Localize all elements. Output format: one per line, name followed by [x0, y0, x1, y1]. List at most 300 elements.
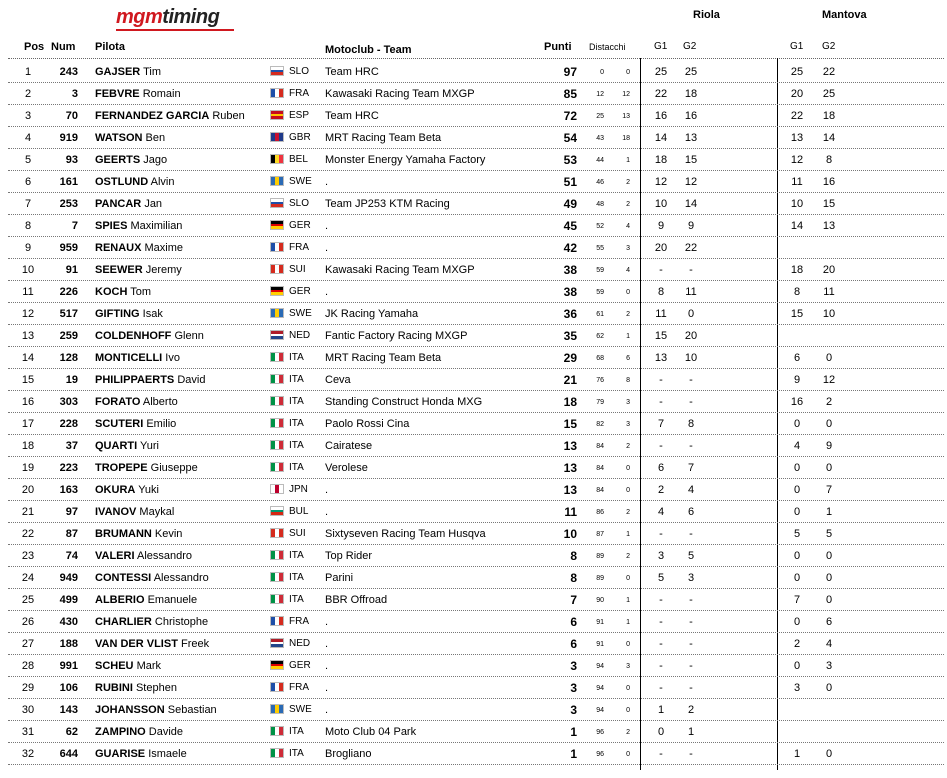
- row-team: Ceva: [325, 374, 351, 386]
- row-gap-previous: 0: [626, 289, 630, 296]
- row-mantova-g1: 15: [790, 308, 804, 320]
- row-riola-g1: 14: [654, 132, 668, 144]
- row-points: 18: [563, 395, 577, 409]
- row-riola-g1: 1: [657, 704, 665, 716]
- row-riola-g2: 11: [685, 286, 697, 298]
- table-row: [0, 678, 947, 700]
- row-position: 5: [24, 154, 32, 166]
- row-nationality: ITA: [289, 374, 304, 385]
- rider-last-name: KOCH: [95, 286, 128, 298]
- row-points: 13: [563, 461, 577, 475]
- row-riola-g1: 11: [655, 308, 667, 320]
- rider-last-name: SCUTERI: [95, 418, 144, 430]
- rider-first-name: Mark: [136, 660, 162, 672]
- row-riola-g1: 2: [657, 484, 665, 496]
- row-mantova-g1: 7: [793, 594, 801, 606]
- row-gap-leader: 89: [596, 575, 604, 582]
- slo-flag-icon: [270, 198, 284, 208]
- row-bike-number: 93: [65, 154, 78, 166]
- row-team: JK Racing Yamaha: [325, 308, 419, 320]
- row-mantova-g1: 10: [790, 198, 804, 210]
- row-position: 3: [24, 110, 32, 122]
- row-position: 1: [24, 66, 32, 78]
- header-pilota: Pilota: [95, 41, 125, 53]
- row-points: 6: [570, 637, 577, 651]
- fra-flag-icon: [270, 616, 284, 626]
- row-points: 72: [563, 109, 577, 123]
- row-mantova-g1: 5: [793, 528, 801, 540]
- table-row: [0, 128, 947, 150]
- row-gap-leader: 59: [596, 289, 604, 296]
- row-gap-leader: 48: [596, 201, 604, 208]
- row-nationality: GBR: [289, 132, 311, 143]
- row-team: Moto Club 04 Park: [325, 726, 417, 738]
- row-position: 32: [21, 748, 35, 760]
- gbr-flag-icon: [270, 132, 284, 142]
- row-points: 36: [563, 307, 577, 321]
- row-bike-number: 223: [59, 462, 78, 474]
- row-riola-g2: 8: [687, 418, 695, 430]
- row-gap-previous: 0: [626, 575, 630, 582]
- esp-flag-icon: [270, 110, 284, 120]
- row-gap-previous: 2: [626, 553, 630, 560]
- row-bike-number: 161: [59, 176, 78, 188]
- row-gap-leader: 59: [596, 267, 604, 274]
- row-riola-g2: 2: [687, 704, 695, 716]
- slo-flag-icon: [270, 66, 284, 76]
- row-points: 13: [563, 439, 577, 453]
- row-team: .: [325, 638, 329, 650]
- row-nationality: ITA: [289, 594, 304, 605]
- row-rider-name: [95, 506, 174, 518]
- rider-first-name: Jan: [144, 198, 163, 210]
- row-points: 1: [570, 725, 577, 739]
- row-riola-g1: 10: [654, 198, 668, 210]
- row-riola-g2: 9: [687, 220, 695, 232]
- row-bike-number: 106: [59, 682, 78, 694]
- row-points: 10: [563, 527, 577, 541]
- row-riola-g2: -: [689, 264, 693, 276]
- row-gap-leader: 12: [596, 91, 604, 98]
- row-team: .: [325, 704, 329, 716]
- row-nationality: SLO: [289, 66, 310, 77]
- header-divider: [8, 58, 944, 59]
- row-mantova-g1: 0: [793, 616, 801, 628]
- row-mantova-g2: 0: [825, 572, 833, 584]
- row-team: Team HRC: [325, 110, 379, 122]
- row-nationality: FRA: [289, 242, 309, 253]
- row-mantova-g2: 16: [822, 176, 836, 188]
- rider-first-name: Glenn: [174, 330, 204, 342]
- row-gap-leader: 84: [596, 487, 604, 494]
- rider-last-name: CONTESSI: [95, 572, 152, 584]
- row-mantova-g1: 13: [790, 132, 804, 144]
- rider-last-name: ZAMPINO: [95, 726, 146, 738]
- row-mantova-g1: 25: [790, 66, 804, 78]
- row-riola-g2: -: [689, 440, 693, 452]
- row-position: 25: [21, 594, 35, 606]
- row-position: 23: [21, 550, 35, 562]
- rider-last-name: SCHEU: [95, 660, 134, 672]
- rider-last-name: COLDENHOFF: [95, 330, 172, 342]
- row-nationality: ITA: [289, 396, 304, 407]
- row-riola-g1: 22: [654, 88, 668, 100]
- row-riola-g2: 5: [687, 550, 695, 562]
- row-rider-name: [95, 638, 209, 650]
- row-position: 17: [21, 418, 35, 430]
- table-row: [0, 634, 947, 656]
- row-riola-g2: -: [689, 396, 693, 408]
- table-row: [0, 656, 947, 678]
- row-rider-name: [95, 220, 182, 232]
- row-mantova-g1: 2: [793, 638, 801, 650]
- sui-flag-icon: [270, 528, 284, 538]
- row-mantova-g2: 25: [822, 88, 836, 100]
- rider-last-name: BRUMANN: [95, 528, 152, 540]
- row-position: 6: [24, 176, 32, 188]
- row-bike-number: 991: [59, 660, 78, 672]
- row-rider-name: [95, 154, 167, 166]
- row-bike-number: 499: [59, 594, 78, 606]
- row-team: MRT Racing Team Beta: [325, 352, 442, 364]
- rider-first-name: Yuki: [138, 484, 159, 496]
- row-rider-name: [95, 330, 204, 342]
- row-bike-number: 959: [59, 242, 78, 254]
- row-gap-leader: 68: [596, 355, 604, 362]
- rider-last-name: SPIES: [95, 220, 128, 232]
- row-team: .: [325, 176, 329, 188]
- rider-first-name: Jago: [143, 154, 168, 166]
- row-riola-g2: 1: [687, 726, 695, 738]
- row-riola-g2: -: [689, 528, 693, 540]
- row-rider-name: [95, 550, 192, 562]
- row-riola-g1: -: [659, 440, 663, 452]
- rider-first-name: Tom: [130, 286, 152, 298]
- rider-first-name: Tim: [143, 66, 162, 78]
- row-rider-name: [95, 396, 178, 408]
- ned-flag-icon: [270, 330, 284, 340]
- row-team: Team HRC: [325, 66, 379, 78]
- row-gap-leader: 84: [596, 443, 604, 450]
- row-rider-name: [95, 66, 161, 78]
- row-mantova-g1: 14: [790, 220, 804, 232]
- row-rider-name: [95, 88, 181, 100]
- row-mantova-g1: 22: [790, 110, 804, 122]
- row-points: 45: [563, 219, 577, 233]
- row-nationality: GER: [289, 220, 311, 231]
- row-gap-leader: 94: [596, 663, 604, 670]
- row-points: 13: [563, 483, 577, 497]
- row-gap-leader: 43: [596, 135, 604, 142]
- row-mantova-g2: 7: [825, 484, 833, 496]
- table-row: [0, 282, 947, 304]
- rider-last-name: RUBINI: [95, 682, 133, 694]
- rider-first-name: Christophe: [154, 616, 209, 628]
- row-riola-g2: -: [689, 660, 693, 672]
- row-mantova-g2: 4: [825, 638, 833, 650]
- table-row: [0, 458, 947, 480]
- row-nationality: GER: [289, 660, 311, 671]
- header-distacchi: Distacchi: [589, 42, 626, 52]
- row-riola-g2: 10: [684, 352, 698, 364]
- row-gap-previous: 8: [626, 377, 630, 384]
- header-mantova-g1: G1: [790, 41, 804, 52]
- rider-first-name: Alvin: [150, 176, 175, 188]
- row-riola-g1: -: [659, 638, 663, 650]
- row-gap-leader: 84: [596, 465, 604, 472]
- row-nationality: SUI: [289, 264, 306, 275]
- rider-last-name: OKURA: [95, 484, 136, 496]
- row-gap-previous: 2: [626, 201, 630, 208]
- row-mantova-g1: 12: [790, 154, 804, 166]
- table-row: [0, 414, 947, 436]
- row-riola-g1: 5: [657, 572, 665, 584]
- row-mantova-g2: 5: [825, 528, 833, 540]
- row-riola-g1: 8: [657, 286, 665, 298]
- row-gap-previous: 2: [626, 179, 630, 186]
- logo-underline: [116, 29, 234, 31]
- row-nationality: ITA: [289, 440, 304, 451]
- row-team: .: [325, 682, 329, 694]
- row-gap-previous: 12: [622, 91, 630, 98]
- row-gap-leader: 91: [596, 641, 604, 648]
- row-points: 3: [570, 659, 577, 673]
- row-position: 7: [24, 198, 32, 210]
- row-gap-previous: 0: [626, 69, 630, 76]
- row-mantova-g2: 0: [825, 352, 833, 364]
- row-mantova-g1: 3: [793, 682, 801, 694]
- rider-first-name: Davide: [148, 726, 184, 738]
- table-row: [0, 370, 947, 392]
- row-mantova-g2: 0: [825, 550, 833, 562]
- row-mantova-g1: 9: [793, 374, 801, 386]
- table-row: [0, 700, 947, 722]
- row-riola-g2: -: [689, 616, 693, 628]
- row-mantova-g2: 0: [825, 682, 833, 694]
- table-row: [0, 568, 947, 590]
- ita-flag-icon: [270, 374, 284, 384]
- row-gap-leader: 86: [596, 509, 604, 516]
- header-punti: Punti: [544, 41, 572, 53]
- row-position: 15: [21, 374, 35, 386]
- row-riola-g2: 25: [684, 66, 698, 78]
- row-riola-g1: -: [659, 616, 663, 628]
- row-rider-name: [95, 132, 165, 144]
- rider-last-name: MONTICELLI: [95, 352, 163, 364]
- row-gap-leader: 96: [596, 751, 604, 758]
- row-riola-g2: 18: [684, 88, 698, 100]
- row-position: 4: [24, 132, 32, 144]
- header-riola-g2: G2: [683, 41, 697, 52]
- row-points: 54: [563, 131, 577, 145]
- rider-last-name: FORATO: [95, 396, 141, 408]
- ita-flag-icon: [270, 396, 284, 406]
- row-position: 30: [21, 704, 35, 716]
- row-position: 20: [21, 484, 35, 496]
- ita-flag-icon: [270, 440, 284, 450]
- table-row: [0, 590, 947, 612]
- row-gap-leader: 90: [596, 597, 604, 604]
- header-mantova-g2: G2: [822, 41, 836, 52]
- row-riola-g2: 3: [687, 572, 695, 584]
- row-gap-previous: 1: [626, 619, 630, 626]
- fra-flag-icon: [270, 88, 284, 98]
- table-row: [0, 436, 947, 458]
- ita-flag-icon: [270, 352, 284, 362]
- row-gap-previous: 6: [626, 355, 630, 362]
- row-bike-number: 87: [65, 528, 78, 540]
- row-bike-number: 128: [59, 352, 78, 364]
- row-mantova-g1: 0: [793, 550, 801, 562]
- ned-flag-icon: [270, 638, 284, 648]
- row-riola-g1: -: [659, 682, 663, 694]
- row-points: 21: [563, 373, 577, 387]
- row-gap-leader: 82: [596, 421, 604, 428]
- rider-last-name: OSTLUND: [95, 176, 149, 188]
- row-rider-name: [95, 682, 177, 694]
- row-bike-number: 74: [65, 550, 78, 562]
- row-rider-name: [95, 352, 180, 364]
- row-nationality: FRA: [289, 682, 309, 693]
- row-riola-g2: 7: [687, 462, 695, 474]
- ita-flag-icon: [270, 748, 284, 758]
- rider-first-name: Stephen: [135, 682, 177, 694]
- row-nationality: FRA: [289, 88, 309, 99]
- row-team: Paolo Rossi Cina: [325, 418, 410, 430]
- rider-last-name: ALBERIO: [95, 594, 145, 606]
- table-row: [0, 722, 947, 744]
- row-riola-g1: -: [659, 528, 663, 540]
- row-points: 7: [570, 593, 577, 607]
- row-rider-name: [95, 484, 159, 496]
- row-gap-previous: 3: [626, 245, 630, 252]
- row-bike-number: 430: [59, 616, 78, 628]
- rider-first-name: Jeremy: [145, 264, 182, 276]
- row-riola-g1: 7: [657, 418, 665, 430]
- row-nationality: SWE: [289, 308, 312, 319]
- row-mantova-g1: 0: [793, 572, 801, 584]
- row-rider-name: [95, 440, 159, 452]
- rider-last-name: JOHANSSON: [95, 704, 165, 716]
- rider-last-name: PANCAR: [95, 198, 142, 210]
- row-points: 29: [563, 351, 577, 365]
- row-mantova-g2: 0: [825, 748, 833, 760]
- row-team: .: [325, 506, 329, 518]
- row-rider-name: [95, 418, 176, 430]
- row-gap-previous: 2: [626, 443, 630, 450]
- rider-last-name: IVANOV: [95, 506, 137, 518]
- row-team: .: [325, 220, 329, 232]
- row-position: 26: [21, 616, 35, 628]
- row-riola-g1: -: [659, 396, 663, 408]
- table-row: [0, 84, 947, 106]
- row-team: Top Rider: [325, 550, 373, 562]
- row-riola-g1: 0: [657, 726, 665, 738]
- row-mantova-g2: 20: [822, 264, 836, 276]
- table-row: [0, 304, 947, 326]
- row-position: 27: [21, 638, 35, 650]
- rider-first-name: Emilio: [146, 418, 177, 430]
- sui-flag-icon: [270, 264, 284, 274]
- swe-flag-icon: [270, 176, 284, 186]
- row-gap-previous: 0: [626, 487, 630, 494]
- row-bike-number: 919: [59, 132, 78, 144]
- row-riola-g1: 4: [657, 506, 665, 518]
- row-gap-previous: 0: [626, 685, 630, 692]
- row-riola-g2: 0: [687, 308, 695, 320]
- row-bike-number: 7: [71, 220, 78, 232]
- row-nationality: ITA: [289, 418, 304, 429]
- row-rider-name: [95, 616, 208, 628]
- row-bike-number: 163: [59, 484, 78, 496]
- row-rider-name: [95, 572, 209, 584]
- row-riola-g1: 3: [657, 550, 665, 562]
- row-nationality: GER: [289, 286, 311, 297]
- header-riola-g1: G1: [654, 41, 668, 52]
- rider-last-name: WATSON: [95, 132, 143, 144]
- row-position: 14: [21, 352, 35, 364]
- row-nationality: ITA: [289, 726, 304, 737]
- row-points: 3: [570, 681, 577, 695]
- table-row: [0, 524, 947, 546]
- row-nationality: SWE: [289, 704, 312, 715]
- rider-last-name: PHILIPPAERTS: [95, 374, 175, 386]
- row-mantova-g2: 2: [825, 396, 833, 408]
- row-riola-g1: 13: [654, 352, 668, 364]
- row-mantova-g2: 10: [822, 308, 836, 320]
- row-gap-leader: 0: [600, 69, 604, 76]
- row-points: 1: [570, 747, 577, 761]
- row-bike-number: 19: [65, 374, 78, 386]
- table-row: [0, 348, 947, 370]
- row-gap-leader: 52: [596, 223, 604, 230]
- row-riola-g1: -: [659, 374, 663, 386]
- row-mantova-g2: 22: [822, 66, 836, 78]
- row-riola-g2: 16: [684, 110, 698, 122]
- row-team: .: [325, 616, 329, 628]
- row-mantova-g1: 0: [793, 506, 801, 518]
- rider-last-name: SEEWER: [95, 264, 143, 276]
- row-mantova-g1: 0: [793, 418, 801, 430]
- row-gap-previous: 1: [626, 157, 630, 164]
- row-gap-leader: 87: [596, 531, 604, 538]
- row-team: Fantic Factory Racing MXGP: [325, 330, 468, 342]
- rider-last-name: GUARISE: [95, 748, 146, 760]
- row-riola-g1: 20: [654, 242, 668, 254]
- row-gap-leader: 94: [596, 707, 604, 714]
- row-rider-name: [95, 198, 162, 210]
- row-rider-name: [95, 528, 182, 540]
- ger-flag-icon: [270, 220, 284, 230]
- row-gap-previous: 13: [622, 113, 630, 120]
- row-bike-number: 303: [59, 396, 78, 408]
- rider-last-name: QUARTI: [95, 440, 138, 452]
- rider-first-name: Maykal: [139, 506, 175, 518]
- rider-first-name: Maxime: [144, 242, 184, 254]
- row-mantova-g2: 3: [825, 660, 833, 672]
- row-nationality: ITA: [289, 572, 304, 583]
- row-rider-name: [95, 374, 205, 386]
- row-team: Parini: [325, 572, 354, 584]
- table-row: [0, 62, 947, 84]
- row-points: 49: [563, 197, 577, 211]
- row-riola-g1: 15: [654, 330, 668, 342]
- row-gap-previous: 18: [622, 135, 630, 142]
- row-gap-previous: 3: [626, 663, 630, 670]
- bul-flag-icon: [270, 506, 284, 516]
- row-riola-g2: -: [689, 374, 693, 386]
- row-team: Standing Construct Honda MXG: [325, 396, 483, 408]
